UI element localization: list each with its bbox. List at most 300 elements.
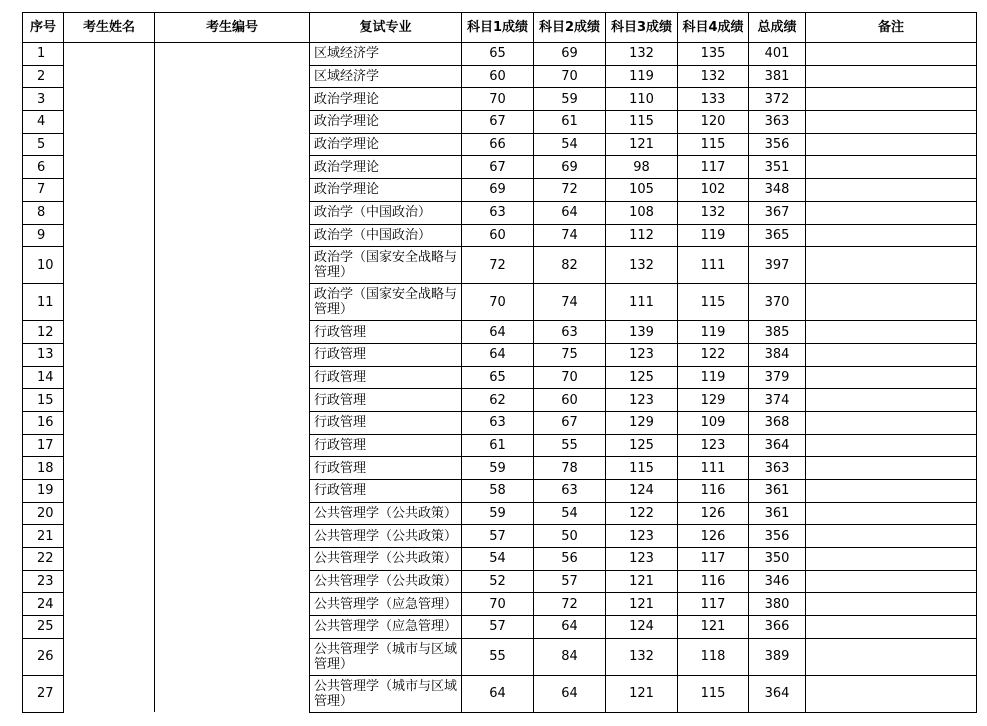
cell-subject2: 54 [534,133,606,156]
cell-subject3: 110 [606,88,678,111]
cell-subject3: 123 [606,343,678,366]
cell-note [806,201,977,224]
cell-total: 364 [749,434,806,457]
cell-note [806,570,977,593]
cell-total: 368 [749,411,806,434]
cell-id [155,675,310,712]
cell-major: 区域经济学 [310,65,462,88]
cell-subject1: 60 [462,65,534,88]
cell-subject1: 70 [462,284,534,321]
cell-note [806,616,977,639]
cell-id [155,179,310,202]
table-row [23,411,977,434]
table-row [23,502,977,525]
cell-id [155,321,310,344]
cell-total: 361 [749,502,806,525]
cell-major: 公共管理学（公共政策） [310,548,462,571]
cell-seq: 17 [23,434,64,457]
cell-subject2: 50 [534,525,606,548]
cell-total: 363 [749,111,806,134]
cell-major: 行政管理 [310,457,462,480]
cell-subject2: 64 [534,616,606,639]
cell-subject3: 115 [606,457,678,480]
cell-subject4: 117 [678,593,749,616]
cell-total: 350 [749,548,806,571]
table-row [23,525,977,548]
cell-seq: 13 [23,343,64,366]
cell-major: 公共管理学（应急管理） [310,616,462,639]
cell-subject4: 115 [678,133,749,156]
cell-subject3: 132 [606,247,678,284]
cell-total: 361 [749,480,806,503]
table-row [23,65,977,88]
cell-seq: 4 [23,111,64,134]
cell-total: 346 [749,570,806,593]
cell-subject1: 52 [462,570,534,593]
cell-subject1: 65 [462,366,534,389]
cell-name [64,502,155,525]
cell-subject3: 139 [606,321,678,344]
cell-id [155,201,310,224]
cell-subject2: 57 [534,570,606,593]
cell-id [155,525,310,548]
cell-total: 366 [749,616,806,639]
cell-subject4: 111 [678,247,749,284]
cell-subject2: 60 [534,389,606,412]
cell-subject4: 102 [678,179,749,202]
cell-major: 政治学（国家安全战略与管理） [310,247,462,284]
cell-subject3: 132 [606,43,678,66]
cell-note [806,502,977,525]
cell-seq: 12 [23,321,64,344]
cell-note [806,434,977,457]
cell-subject3: 121 [606,675,678,712]
cell-note [806,638,977,675]
cell-subject3: 121 [606,570,678,593]
cell-note [806,411,977,434]
cell-name [64,111,155,134]
cell-major: 行政管理 [310,343,462,366]
cell-subject2: 63 [534,321,606,344]
cell-major: 区域经济学 [310,43,462,66]
header-total: 总成绩 [749,13,806,43]
cell-subject3: 98 [606,156,678,179]
cell-note [806,247,977,284]
cell-subject1: 64 [462,675,534,712]
cell-major: 政治学理论 [310,88,462,111]
cell-subject2: 55 [534,434,606,457]
cell-total: 384 [749,343,806,366]
cell-total: 380 [749,593,806,616]
cell-subject4: 115 [678,675,749,712]
cell-note [806,156,977,179]
cell-subject3: 123 [606,389,678,412]
cell-subject2: 82 [534,247,606,284]
table-row [23,570,977,593]
cell-subject1: 67 [462,156,534,179]
cell-major: 行政管理 [310,321,462,344]
cell-total: 364 [749,675,806,712]
table-row [23,88,977,111]
cell-major: 政治学理论 [310,179,462,202]
cell-subject2: 84 [534,638,606,675]
cell-subject4: 120 [678,111,749,134]
cell-subject1: 59 [462,502,534,525]
cell-id [155,366,310,389]
table-row [23,321,977,344]
header-subject1: 科目1成绩 [462,13,534,43]
cell-subject4: 116 [678,480,749,503]
cell-subject3: 129 [606,411,678,434]
cell-total: 379 [749,366,806,389]
cell-major: 政治学（中国政治） [310,224,462,247]
cell-note [806,480,977,503]
cell-major: 公共管理学（应急管理） [310,593,462,616]
cell-seq: 1 [23,43,64,66]
table-row [23,343,977,366]
table-row [23,179,977,202]
cell-total: 356 [749,133,806,156]
cell-id [155,480,310,503]
cell-subject4: 132 [678,201,749,224]
table-row [23,480,977,503]
cell-id [155,593,310,616]
cell-subject3: 125 [606,434,678,457]
cell-subject4: 132 [678,65,749,88]
cell-name [64,457,155,480]
cell-note [806,321,977,344]
cell-subject2: 70 [534,65,606,88]
table-row [23,616,977,639]
cell-subject2: 74 [534,224,606,247]
cell-subject1: 62 [462,389,534,412]
cell-subject4: 119 [678,224,749,247]
header-name: 考生姓名 [64,13,155,43]
cell-major: 行政管理 [310,389,462,412]
cell-subject2: 61 [534,111,606,134]
cell-id [155,570,310,593]
cell-id [155,457,310,480]
cell-total: 401 [749,43,806,66]
cell-subject3: 108 [606,201,678,224]
table-row [23,224,977,247]
cell-total: 363 [749,457,806,480]
cell-subject4: 126 [678,525,749,548]
cell-subject3: 122 [606,502,678,525]
cell-id [155,548,310,571]
cell-subject2: 69 [534,156,606,179]
cell-subject4: 116 [678,570,749,593]
cell-seq: 21 [23,525,64,548]
table-row [23,133,977,156]
cell-subject2: 69 [534,43,606,66]
cell-subject1: 64 [462,343,534,366]
cell-name [64,88,155,111]
cell-subject1: 63 [462,201,534,224]
cell-subject1: 60 [462,224,534,247]
table-row [23,389,977,412]
cell-name [64,133,155,156]
cell-seq: 18 [23,457,64,480]
cell-subject4: 118 [678,638,749,675]
cell-subject1: 67 [462,111,534,134]
cell-subject2: 59 [534,88,606,111]
table-row [23,366,977,389]
cell-major: 行政管理 [310,480,462,503]
cell-name [64,156,155,179]
cell-subject1: 65 [462,43,534,66]
cell-total: 356 [749,525,806,548]
cell-name [64,343,155,366]
cell-subject3: 121 [606,593,678,616]
cell-name [64,179,155,202]
cell-major: 政治学理论 [310,156,462,179]
cell-name [64,284,155,321]
cell-subject1: 63 [462,411,534,434]
cell-name [64,321,155,344]
table-row [23,434,977,457]
cell-subject3: 124 [606,480,678,503]
cell-name [64,65,155,88]
header-subject2: 科目2成绩 [534,13,606,43]
cell-seq: 10 [23,247,64,284]
header-note: 备注 [806,13,977,43]
cell-seq: 7 [23,179,64,202]
cell-seq: 23 [23,570,64,593]
cell-note [806,111,977,134]
table-row [23,593,977,616]
cell-subject2: 74 [534,284,606,321]
cell-subject1: 57 [462,616,534,639]
cell-subject4: 117 [678,156,749,179]
cell-subject2: 56 [534,548,606,571]
cell-subject2: 64 [534,675,606,712]
cell-major: 公共管理学（城市与区域管理） [310,638,462,675]
cell-name [64,389,155,412]
cell-seq: 22 [23,548,64,571]
cell-name [64,247,155,284]
cell-subject1: 72 [462,247,534,284]
header-seq: 序号 [23,13,64,43]
cell-subject4: 111 [678,457,749,480]
header-subject3: 科目3成绩 [606,13,678,43]
cell-id [155,389,310,412]
table-row [23,247,977,284]
cell-major: 公共管理学（公共政策） [310,502,462,525]
cell-subject2: 72 [534,179,606,202]
cell-subject1: 54 [462,548,534,571]
cell-subject4: 119 [678,321,749,344]
cell-id [155,156,310,179]
cell-subject2: 70 [534,366,606,389]
table-row [23,548,977,571]
cell-subject2: 78 [534,457,606,480]
cell-subject4: 117 [678,548,749,571]
cell-subject4: 129 [678,389,749,412]
cell-subject3: 123 [606,525,678,548]
cell-seq: 3 [23,88,64,111]
cell-name [64,638,155,675]
cell-seq: 8 [23,201,64,224]
cell-seq: 16 [23,411,64,434]
cell-subject1: 69 [462,179,534,202]
cell-subject1: 55 [462,638,534,675]
cell-subject1: 59 [462,457,534,480]
cell-major: 行政管理 [310,411,462,434]
cell-subject3: 123 [606,548,678,571]
cell-subject2: 72 [534,593,606,616]
cell-note [806,366,977,389]
cell-subject2: 67 [534,411,606,434]
cell-note [806,133,977,156]
header-id: 考生编号 [155,13,310,43]
cell-total: 351 [749,156,806,179]
table-header-row [23,13,977,43]
cell-subject1: 70 [462,88,534,111]
header-subject4: 科目4成绩 [678,13,749,43]
cell-total: 370 [749,284,806,321]
cell-subject3: 115 [606,111,678,134]
cell-major: 行政管理 [310,434,462,457]
cell-major: 政治学理论 [310,133,462,156]
cell-subject2: 64 [534,201,606,224]
cell-note [806,675,977,712]
cell-major: 政治学（国家安全战略与管理） [310,284,462,321]
cell-name [64,548,155,571]
cell-name [64,224,155,247]
cell-subject3: 112 [606,224,678,247]
cell-seq: 26 [23,638,64,675]
cell-seq: 27 [23,675,64,712]
cell-subject3: 124 [606,616,678,639]
cell-name [64,675,155,712]
table-row [23,457,977,480]
cell-seq: 11 [23,284,64,321]
cell-name [64,201,155,224]
table-body [23,43,977,713]
cell-name [64,411,155,434]
cell-note [806,457,977,480]
table-row [23,675,977,712]
cell-total: 381 [749,65,806,88]
cell-seq: 9 [23,224,64,247]
cell-name [64,434,155,457]
cell-id [155,133,310,156]
cell-subject4: 115 [678,284,749,321]
cell-subject1: 70 [462,593,534,616]
cell-note [806,548,977,571]
cell-total: 397 [749,247,806,284]
cell-seq: 6 [23,156,64,179]
cell-subject3: 125 [606,366,678,389]
cell-name [64,570,155,593]
cell-id [155,65,310,88]
cell-seq: 24 [23,593,64,616]
table-row [23,156,977,179]
cell-subject4: 109 [678,411,749,434]
cell-id [155,284,310,321]
table-row [23,43,977,66]
cell-subject1: 66 [462,133,534,156]
cell-note [806,593,977,616]
cell-major: 公共管理学（公共政策） [310,570,462,593]
cell-subject3: 119 [606,65,678,88]
cell-id [155,411,310,434]
cell-id [155,434,310,457]
cell-total: 348 [749,179,806,202]
cell-total: 389 [749,638,806,675]
cell-subject4: 126 [678,502,749,525]
header-major: 复试专业 [310,13,462,43]
cell-subject2: 75 [534,343,606,366]
table-row [23,638,977,675]
cell-subject4: 122 [678,343,749,366]
cell-subject1: 61 [462,434,534,457]
cell-id [155,616,310,639]
cell-id [155,343,310,366]
cell-name [64,525,155,548]
cell-name [64,616,155,639]
cell-subject4: 123 [678,434,749,457]
score-table-container [22,12,977,713]
cell-name [64,366,155,389]
cell-subject3: 105 [606,179,678,202]
cell-note [806,224,977,247]
cell-name [64,480,155,503]
cell-seq: 25 [23,616,64,639]
cell-note [806,389,977,412]
cell-subject4: 133 [678,88,749,111]
cell-subject2: 63 [534,480,606,503]
table-row [23,111,977,134]
table-row [23,201,977,224]
cell-seq: 2 [23,65,64,88]
cell-name [64,43,155,66]
cell-note [806,343,977,366]
cell-note [806,65,977,88]
cell-name [64,593,155,616]
cell-total: 385 [749,321,806,344]
score-table [22,12,977,713]
cell-note [806,284,977,321]
cell-id [155,111,310,134]
cell-note [806,43,977,66]
cell-subject4: 135 [678,43,749,66]
cell-id [155,247,310,284]
cell-subject1: 58 [462,480,534,503]
cell-note [806,88,977,111]
cell-subject1: 64 [462,321,534,344]
cell-major: 公共管理学（公共政策） [310,525,462,548]
cell-note [806,179,977,202]
cell-total: 374 [749,389,806,412]
cell-seq: 5 [23,133,64,156]
cell-subject1: 57 [462,525,534,548]
cell-major: 行政管理 [310,366,462,389]
cell-major: 公共管理学（城市与区域管理） [310,675,462,712]
cell-note [806,525,977,548]
table-row [23,284,977,321]
cell-id [155,88,310,111]
cell-major: 政治学理论 [310,111,462,134]
cell-total: 365 [749,224,806,247]
cell-seq: 20 [23,502,64,525]
cell-seq: 14 [23,366,64,389]
cell-id [155,43,310,66]
cell-total: 367 [749,201,806,224]
cell-seq: 19 [23,480,64,503]
cell-total: 372 [749,88,806,111]
